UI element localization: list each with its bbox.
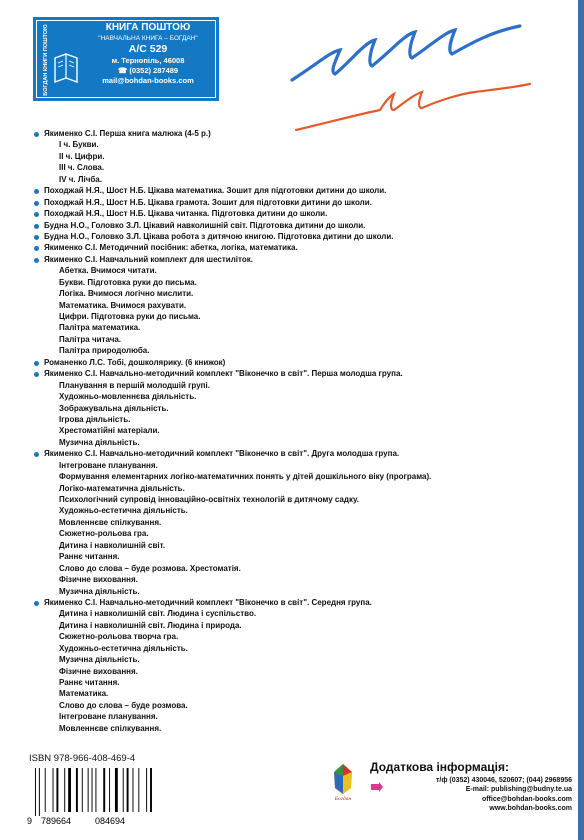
barcode-bar (56, 768, 58, 812)
barcode-bar (127, 768, 129, 812)
book-icon (53, 50, 79, 86)
isbn-label: ISBN 978-966-408-469-4 (29, 753, 136, 764)
book-subitem: Логіко-математична діяльність. (59, 483, 185, 493)
book-subitem: Художньо-мовленнєва діяльність. (59, 392, 197, 402)
book-subitem: Палітра читача. (59, 334, 122, 344)
contact-web: www.bohdan-books.com (489, 804, 572, 812)
book-subitem: Раннє читання. (59, 678, 120, 687)
book-subitem: Букви. Підготовка руки до письма. (59, 277, 197, 287)
book-entry: Якименко С.І. Методичний посібник: абетка, логіка, математика. (34, 242, 554, 253)
barcode-bar (64, 768, 65, 812)
contact-phone: т/ф (0352) 430046, 520607; (044) 2968956 (435, 777, 572, 784)
barcode (27, 768, 155, 826)
book-subitem: Музична діяльність. (59, 655, 140, 665)
barcode-right-digits: 084694 (95, 816, 126, 826)
book-entry: Романенко Л.С. Тобі, дошколярику. (6 книжок) (34, 357, 554, 368)
book-subitem: Фізичне виховання. (59, 575, 138, 585)
barcode-bar (92, 768, 93, 812)
publisher-logo (330, 762, 356, 802)
book-subitem: Інтегроване планування. (59, 460, 158, 470)
book-entry: Якименко С.І. Навчально-методичний комплект "Віконечко в світ". Друга молодша група. (34, 448, 554, 459)
mail-order-stamp (33, 17, 219, 101)
book-subitem: Мовленнєве спілкування. (59, 723, 162, 733)
book-subitem: Дитина і навколишній світ. Людина і природа. (59, 620, 242, 630)
book-subitem: Палітра природолюба. (59, 346, 150, 356)
barcode-bar (150, 768, 152, 812)
book-subitem: Дитина і навколишній світ. Людина і суспільство. (59, 609, 257, 619)
book-subitem: Палітра математика. (59, 323, 141, 333)
book-subitem: Мовленнєве спілкування. (59, 517, 162, 527)
book-subitem: Художньо-естетична діяльність. (59, 643, 188, 653)
book-subitem: Зображувальна діяльність. (59, 403, 169, 413)
right-edge-stripe (578, 0, 584, 840)
book-subitem: Цифри. Підготовка руки до письма. (59, 312, 201, 321)
barcode-bar (39, 768, 40, 816)
book-subitem: Логіка. Вчимося логічно мислити. (59, 289, 194, 299)
book-subitem: Психологічний супровід інноваційно-освітніх технологій в дитячому садку. (59, 495, 359, 504)
book-entry: Якименко С.І. Навчально-методичний комплект "Віконечко в світ". Середня група. (34, 597, 554, 608)
book-subitem: Слово до слова – буде розмова. Хрестоматія. (59, 563, 241, 573)
book-subitem: ІІ ч. Цифри. (59, 151, 105, 161)
stamp-title: КНИГА ПОШТОЮ (105, 22, 191, 33)
contact-email: E-mail: publishing@budny.te.ua (465, 786, 572, 794)
blue-scribble (292, 26, 520, 80)
barcode-bar (35, 768, 36, 816)
book-subitem: Хрестоматійні матеріали. (59, 426, 160, 436)
barcode-bar (68, 768, 71, 812)
book-subitem: Ігрова діяльність. (59, 414, 131, 424)
orange-scribble (296, 84, 530, 130)
stamp-po-box: А/С 529 (128, 43, 168, 55)
contact-office: office@bohdan-books.com (481, 795, 572, 803)
book-subitem: Формування елементарних логіко-математичних понять у дітей дошкільного віку (програма). (59, 472, 432, 482)
book-subitem: Планування в першій молодшій групі. (59, 380, 210, 390)
stamp-side-text: БОГДАН КНИГИ ПОШТОЮ (43, 24, 49, 96)
barcode-bar (76, 768, 78, 812)
book-subitem: І ч. Букви. (59, 140, 99, 150)
barcode-bar (88, 768, 89, 812)
book-entry: Походжай Н.Я., Шост Н.Б. Цікава математика. Зошит для підготовки дитини до школи. (34, 185, 554, 196)
barcode-bar (103, 768, 105, 812)
book-subitem: Дитина і навколишній світ. (59, 540, 166, 550)
barcode-bar (45, 768, 46, 812)
book-subitem: ІV ч. Лічба. (59, 174, 102, 184)
book-subitem: ІІІ ч. Слова. (59, 163, 105, 173)
stamp-email: mail@bohdan-books.com (102, 76, 194, 85)
book-subitem: Фізичне виховання. (59, 666, 138, 676)
book-subitem: Слово до слова – буде розмова. (59, 700, 188, 710)
book-entry: Якименко С.І. Навчальний комплект для шестиліток. (34, 254, 554, 265)
barcode-bar (115, 768, 118, 812)
barcode-bar (133, 768, 134, 812)
barcode-bar (138, 768, 139, 812)
book-entry: Походжай Н.Я., Шост Н.Б. Цікава грамота. Зошит для підготовки дитини до школи. (34, 197, 554, 208)
additional-info-title: Додаткова інформація: (370, 760, 509, 774)
book-subitem: Раннє читання. (59, 552, 120, 562)
logo-text: Богдан (334, 796, 352, 802)
book-subitem: Художньо-естетична діяльність. (59, 506, 188, 516)
book-entry: Якименко С.І. Перша книга малюка (4-5 р.) (34, 128, 554, 139)
barcode-bar (146, 768, 147, 812)
stamp-text-block (83, 22, 213, 86)
book-subitem: Математика. Вчимося рахувати. (59, 300, 187, 310)
book-subitem: Музична діяльність. (59, 586, 140, 596)
book-entry: Походжай Н.Я., Шост Н.Б. Цікава читанка. Підготовка дитини до школи. (34, 208, 554, 219)
book-list (34, 128, 554, 734)
barcode-first-digit: 9 (27, 816, 33, 826)
stamp-city: м. Тернопіль, 46008 (111, 56, 185, 65)
barcode-bar (123, 768, 124, 812)
barcode-bar (82, 768, 83, 812)
book-entry: Якименко С.І. Навчально-методичний комплект "Віконечко в світ". Перша молодша група. (34, 368, 554, 379)
book-subitem: Математика. (59, 689, 109, 699)
book-subitem: Сюжетно-рольова творча гра. (59, 632, 179, 642)
book-entry: Будна Н.О., Головко З.Л. Цікавий навколишній світ. Підготовка дитини до школи. (34, 220, 554, 231)
stamp-side-label (39, 25, 53, 95)
book-subitem: Інтегроване планування. (59, 712, 158, 722)
barcode-bar (53, 768, 54, 812)
barcode-bar (95, 768, 96, 812)
stamp-phone: ☎ (0352) 287489 (117, 66, 179, 75)
book-subitem: Абетка. Вчимося читати. (59, 266, 157, 276)
book-subitem: Сюжетно-рольова гра. (59, 529, 149, 539)
book-subitem: Музична діяльність. (59, 437, 140, 447)
book-entry: Будна Н.О., Головко З.Л. Цікава робота з дитячою книгою. Підготовка дитини до школи. (34, 231, 554, 242)
pen-scribbles (290, 22, 540, 132)
contact-info (372, 776, 572, 813)
stamp-subtitle: "НАВЧАЛЬНА КНИГА – БОГДАН" (98, 35, 198, 42)
barcode-bar (109, 768, 110, 812)
barcode-left-digits: 789664 (41, 816, 72, 826)
